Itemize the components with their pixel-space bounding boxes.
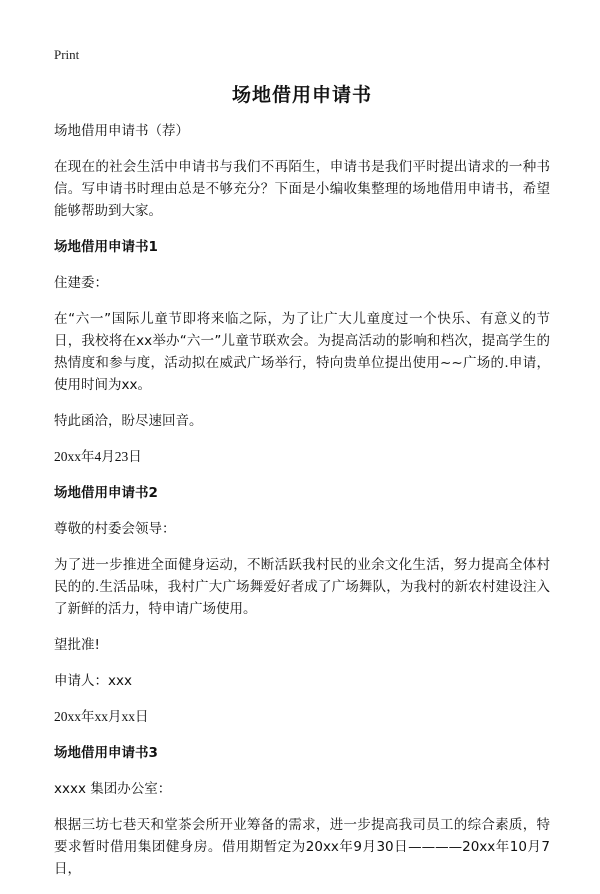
section-1-heading: 场地借用申请书1 [54, 239, 158, 255]
section-2-body: 为了进一步推进全面健身运动，不断活跃我村民的业余文化生活，努力提高全体村民的的.生活品味，我村广大广场舞爱好者成了广场舞队，为我村的新农村建设注入了新鲜的活力，特申请广场使用。 [54, 557, 550, 617]
section-2-salutation: 尊敬的村委会领导： [54, 521, 176, 537]
document-title: 场地借用申请书 [231, 84, 372, 106]
section-2-applicant: 申请人：xxx [54, 673, 132, 689]
section-3-body: 根据三坊七巷天和堂茶会所开业筹备的需求，进一步提高我司员工的综合素质，特要求暂时借用集团健身房。借用期暂定为20xx年9月30日————20xx年10月7日， [54, 817, 550, 877]
section-2-closing: 望批准! [54, 637, 100, 653]
section-3-salutation: xxxx 集团办公室： [54, 781, 172, 797]
print-link[interactable]: Print [54, 47, 80, 62]
document-subtitle: 场地借用申请书（荐） [54, 123, 189, 139]
section-2-date: 20xx年xx月xx日 [54, 709, 149, 724]
section-1-closing: 特此函洽，盼尽速回音。 [54, 413, 203, 429]
section-2-heading: 场地借用申请书2 [54, 485, 158, 501]
section-1-date: 20xx年4月23日 [54, 449, 142, 464]
section-3-heading: 场地借用申请书3 [54, 745, 158, 761]
document-content [54, 120, 550, 894]
section-1-body: 在“六一”国际儿童节即将来临之际，为了让广大儿童度过一个快乐、有意义的节日，我校将在xx举办“六一”儿童节联欢会。为提高活动的影响和档次，提高学生的热情度和参与度，活动拟在威武广场举行，特向贵单位提出使用~~广场的.申请，使用时间为xx。 [54, 311, 550, 393]
intro-paragraph: 在现在的社会生活中申请书与我们不再陌生，申请书是我们平时提出请求的一种书信。写申请书时理由总是不够充分？下面是小编收集整理的场地借用申请书，希望能够帮助到大家。 [54, 159, 550, 219]
section-1-salutation: 住建委： [54, 275, 108, 291]
